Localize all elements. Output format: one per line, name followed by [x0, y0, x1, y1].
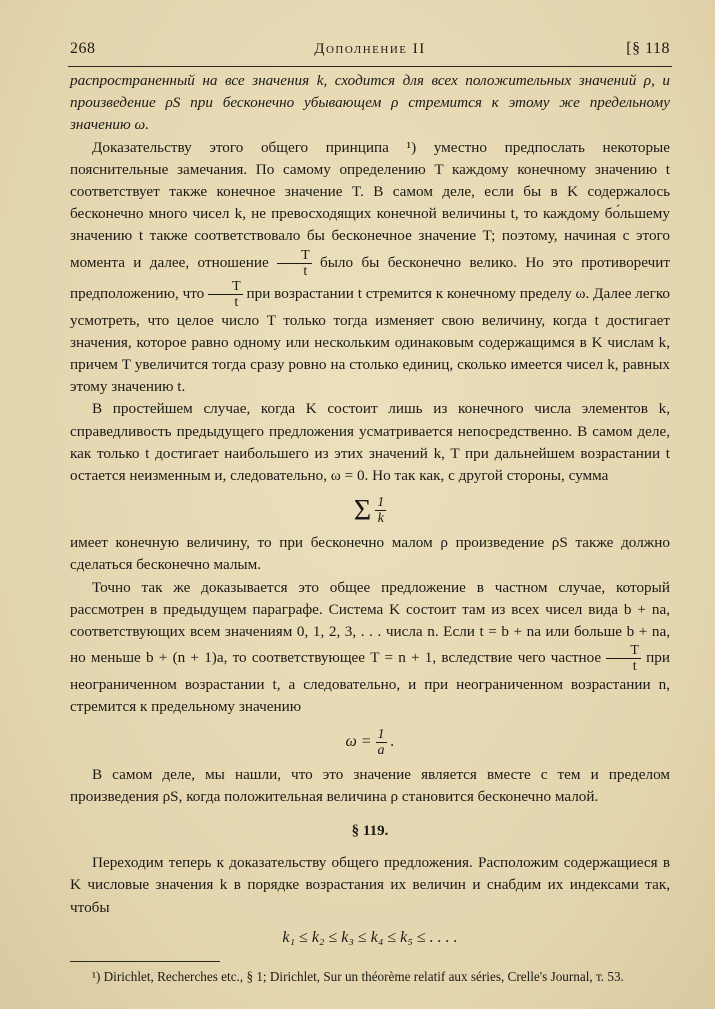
fraction-T-over-t — [606, 643, 641, 674]
ordering-formula: k₁ ≤ k₂ ≤ k₃ ≤ k₄ ≤ k₅ ≤ . . . . — [282, 928, 458, 946]
header-rule — [68, 66, 672, 67]
section-title: § 119. — [351, 823, 389, 840]
sum-formula — [70, 495, 670, 526]
text-run: Точно так же доказывается это общее предложение в частном случае, который рассмотрен в предыдущем параграфе. Система K состоит там из всех чисел вида b + na, соответствующих всем значениям 0, 1, 2, 3, . . . числа n. Если t = b + na или больше b + na, но меньше b + (n + 1)a, то соответствующее T = n + 1, вследствие чего частное — [70, 578, 670, 667]
footnote-rule — [70, 961, 220, 962]
paragraph — [70, 137, 670, 399]
omega-lhs: ω = — [345, 732, 372, 750]
section-marker: [§ 118 — [626, 40, 670, 57]
running-header — [70, 40, 670, 64]
running-title: Дополнение II — [314, 41, 426, 57]
fraction-denominator: t — [234, 294, 239, 310]
fraction-denominator: t — [632, 659, 637, 675]
fraction-T-over-t — [208, 279, 243, 310]
fraction-numerator: 1 — [377, 495, 385, 511]
fraction-denominator: a — [377, 742, 385, 758]
fraction-one-over-k — [375, 495, 386, 526]
sigma-symbol: Σ — [353, 493, 372, 527]
fraction-numerator: 1 — [377, 726, 385, 742]
paragraph: имеет конечную величину, то при бесконечно малом ρ произведение ρS также должно сделаться бесконечно малым. — [70, 534, 670, 574]
fraction-one-over-a — [376, 727, 387, 758]
paragraph — [70, 577, 670, 719]
omega-formula — [70, 727, 670, 758]
text-run: Доказательству этого общего принципа ¹) уместно предпослать некоторые пояснительные замечания. По самому определению T каждому конечному значению t соответствует также конечное значение T. В самом деле, если бы в K содержалось бесконечно много чисел k, не превосходящих конечной величины t, то каждому бо́льшему значению t также соответствовало бы бесконечное значение T; поэтому, начиная с этого момента и далее, отношение — [70, 138, 670, 271]
paragraph: распространенный на все значения k, сходится для всех положительных значений ρ, и произведение ρS при бесконечно убывающем ρ стремится к этому же предельному значению ω. — [70, 72, 670, 134]
text-body — [70, 70, 670, 986]
text-run: при возрастании t стремится к конечному пределу ω. Далее легко усмотреть, что целое число T только тогда изменяет свою величину, когда t достигает значения, которое равно одному или нескольким одинаковым содержащимся в K числам k, причем T увеличится тогда сразу ровно на столько единиц, сколько имеется чисел k, равных этому значению t. — [70, 284, 671, 396]
fraction-numerator: T — [277, 248, 312, 264]
fraction-numerator: T — [606, 643, 641, 659]
omega-tail: . — [390, 732, 395, 750]
text-run: при неограниченном возрастании t, а следовательно, и при неограниченном возрастании n, стремится к предельному значению — [70, 649, 671, 716]
paragraph: Переходим теперь к доказательству общего предложения. Расположим содержащиеся в K числовые значения k в порядке возрастания их величин и снабдим их индексами так, чтобы — [70, 854, 670, 916]
footnote: ¹) Dirichlet, Recherches etc., § 1; Dirichlet, Sur un théorème relatif aux séries, Crelle's Journal, т. 53. — [92, 969, 624, 985]
paragraph: В простейшем случае, когда K состоит лишь из конечного числа элементов k, справедливость предыдущего предложения усматривается непосредственно. В самом деле, как только t достигает наибольшего из этих значений k, T при дальнейшем возрастании t остается неизменным и, следовательно, ω = 0. Но так как, с другой стороны, сумма — [70, 400, 670, 485]
fraction-denominator: t — [303, 263, 308, 279]
paragraph: В самом деле, мы нашли, что это значение является вместе с тем и пределом произведения ρS, когда положительная величина ρ становится бесконечно малой. — [70, 765, 670, 805]
text-run: было бы бесконечно велико. Но это противоречит предположению, что — [70, 253, 671, 302]
fraction-numerator: T — [208, 279, 243, 295]
fraction-T-over-t — [277, 248, 312, 279]
fraction-denominator: k — [377, 511, 384, 527]
page-number: 268 — [70, 40, 96, 57]
